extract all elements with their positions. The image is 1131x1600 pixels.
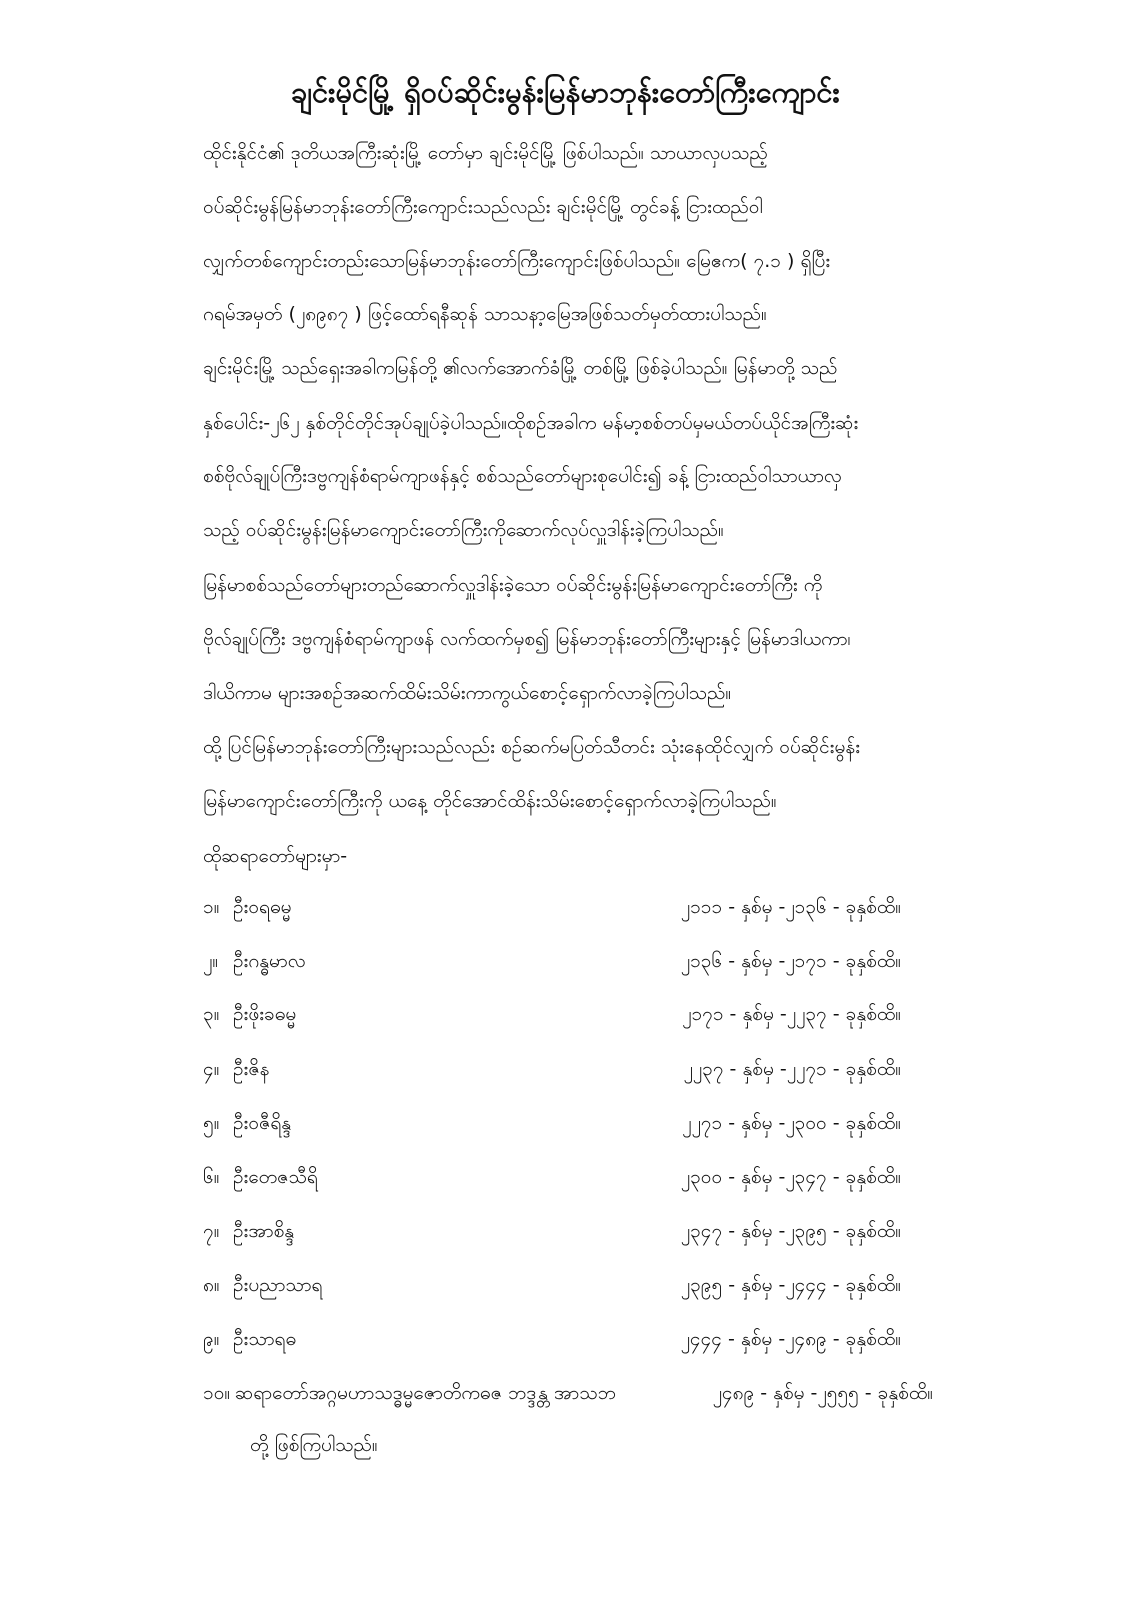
list-item [203,892,933,924]
paragraph-line: ထိုင်းနိုင်ငံ၏ ဒုတိယအကြီးဆုံးမြို့ တော်မှာ ချင်းမိုင်မြို့ ဖြစ်ပါသည်။ သာယာလှပသည့် [203,142,768,164]
list-number: ၇။ [203,1220,220,1242]
tenure-period: ၂၁၁၁ - နှစ်မှ -၂၁၃၆ - ခုနှစ်ထိ။ [680,896,901,918]
tenure-period: ၂၁၃၆ - နှစ်မှ -၂၁၇၁ - ခုနှစ်ထိ။ [680,950,901,972]
tenure-period: ၂၃၀၀ - နှစ်မှ -၂၃၄၇ - ခုနှစ်ထိ။ [680,1166,901,1188]
list-number: ၈။ [203,1274,220,1296]
paragraph-line: နှစ်ပေါင်း-၂၆၂ နှစ်တိုင်တိုင်အုပ်ချုပ်ခဲ့ပါသည်။ထိုစဉ်အခါက မန်မာ့စစ်တပ်မှမယ်တပ်ယိုင်အကြီးဆုံး [203,412,859,434]
abbot-name: ဆရာတော်အဂ္ဂမဟာသဒ္ဓမ္မဇောတိကဓဇ ဘဒ္ဒန္တ အာသဘ [235,1382,616,1404]
list-item [203,1054,933,1086]
tenure-period: ၂၄၄၄ - နှစ်မှ -၂၄၈၉ - ခုနှစ်ထိ။ [680,1328,901,1350]
list-item [203,1108,933,1140]
list-number: ၉။ [203,1328,220,1350]
closing-line: တို့ ဖြစ်ကြပါသည်။ [250,1434,378,1456]
paragraph-line: မြန်မာစစ်သည်တော်များတည်ဆောက်လှူဒါန်းခဲ့သော ဝပ်ဆိုင်းမွန်းမြန်မာကျောင်းတော်ကြီး ကို [203,574,823,596]
list-number: ၆။ [203,1166,220,1188]
tenure-period: ၂၁၇၁ - နှစ်မှ -၂၂၃၇ - ခုနှစ်ထိ။ [682,1003,901,1025]
tenure-period: ၂၃၉၅ - နှစ်မှ -၂၄၄၄ - ခုနှစ်ထိ။ [680,1274,901,1296]
page-title: ချင်းမိုင်မြို့ ရှိဝပ်ဆိုင်းမွန်းမြန်မာဘုန်းတော်ကြီးကျောင်း [291,75,840,109]
paragraph-line: ဝပ်ဆိုင်းမွန်မြန်မာဘုန်းတော်ကြီးကျောင်းသည်လည်း ချင်းမိုင်မြို့ တွင်ခန့် ငြားထည်ဝါ [203,196,763,218]
list-item [203,1162,933,1194]
list-item [203,1270,933,1302]
paragraph-line: စစ်ဗိုလ်ချုပ်ကြီးဒဗ္ဗကျန်စံရာမ်ကျာဖန်နှင့် စစ်သည်တော်များစုပေါင်း၍ ခန့် ငြားထည်ဝါသာယာလှ [203,465,842,487]
abbot-name: ဦးဖိုးခဓမ္မ [233,1003,297,1025]
list-number: ၁။ [203,896,220,918]
list-item [203,946,933,978]
paragraph-line: လျှက်တစ်ကျောင်းတည်းသောမြန်မာဘုန်းတော်ကြီးကျောင်းဖြစ်ပါသည်။ မြေဧက( ၇.၁ ) ရှိပြီး [203,250,831,272]
abbot-name: ဦးအာစိန္ဒ [233,1220,295,1242]
abbot-name: ဦးဂန္ဓမာလ [233,950,306,972]
list-number: ၃။ [203,1003,220,1025]
abbot-name: ဦးတေဇသီရိ [233,1166,318,1188]
tenure-period: ၂၃၄၇ - နှစ်မှ -၂၃၉၅ - ခုနှစ်ထိ။ [680,1220,901,1242]
list-item [203,999,933,1031]
tenure-period: ၂၂၇၁ - နှစ်မှ -၂၃၀၀ - ခုနှစ်ထိ။ [682,1112,901,1134]
tenure-period: ၂၂၃၇ - နှစ်မှ -၂၂၇၁ - ခုနှစ်ထိ။ [683,1058,901,1080]
list-number: ၂။ [203,950,219,972]
list-intro: ထိုဆရာတော်များမှာ- [203,845,348,867]
paragraph-line: ချင်းမိုင်းမြို့ သည်ရှေးအခါကမြန်တို့ ၏လက်အောက်ခံမြို့ တစ်မြို့ ဖြစ်ခဲ့ပါသည်။ မြန်မာတို့ သည် [203,357,838,379]
tenure-period: ၂၄၈၉ - နှစ်မှ -၂၅၅၅ - ခုနှစ်ထိ။ [712,1382,933,1404]
list-item [203,1324,933,1356]
paragraph-line: ထို့ ပြင်မြန်မာဘုန်းတော်ကြီးများသည်လည်း စဉ်ဆက်မပြတ်သီတင်း သုံးနေထိုင်လျှက် ဝပ်ဆိုင်းမွန်း [203,736,861,758]
paragraph-line: ဗိုလ်ချုပ်ကြီး ဒဗ္ဗကျန်စံရာမ်ကျာဖန် လက်ထက်မှစ၍ မြန်မာဘုန်းတော်ကြီးများနှင့် မြန်မာဒါယကာ၊ [203,628,851,650]
abbot-name: ဦးဝဇီရိန္ဒ [233,1112,292,1134]
list-item [203,1378,933,1410]
list-number: ၅။ [203,1112,220,1134]
paragraph-line: ဒါယိကာမ များအစဉ်အဆက်ထိမ်းသိမ်းကာကွယ်စောင့်ရှောက်လာခဲ့ကြပါသည်။ [203,682,732,704]
paragraph-line: သည့် ဝပ်ဆိုင်းမွန်းမြန်မာကျောင်းတော်ကြီးကိုဆောက်လုပ်လှူဒါန်းခဲ့ကြပါသည်။ [203,519,724,541]
list-item [203,1216,933,1248]
abbot-name: ဦးဝရဓမ္မ [233,896,292,918]
list-number: ၄။ [203,1058,220,1080]
abbot-name: ဦးဇိန [233,1058,270,1080]
paragraph-line: မြန်မာကျောင်းတော်ကြီးကို ယနေ့ တိုင်အောင်ထိန်းသိမ်းစောင့်ရှောက်လာခဲ့ကြပါသည်။ [203,790,777,812]
paragraph-line: ဂရမ်အမှတ် (၂၈၉၈၇ ) ဖြင့်ထော်ရနီဆုန် သာသနာ့မြေအဖြစ်သတ်မှတ်ထားပါသည်။ [203,303,767,325]
list-number: ၁၀။ [203,1382,231,1404]
abbot-name: ဦးပညာသာရ [233,1274,323,1296]
abbot-name: ဦးသာရဓ [233,1328,297,1350]
